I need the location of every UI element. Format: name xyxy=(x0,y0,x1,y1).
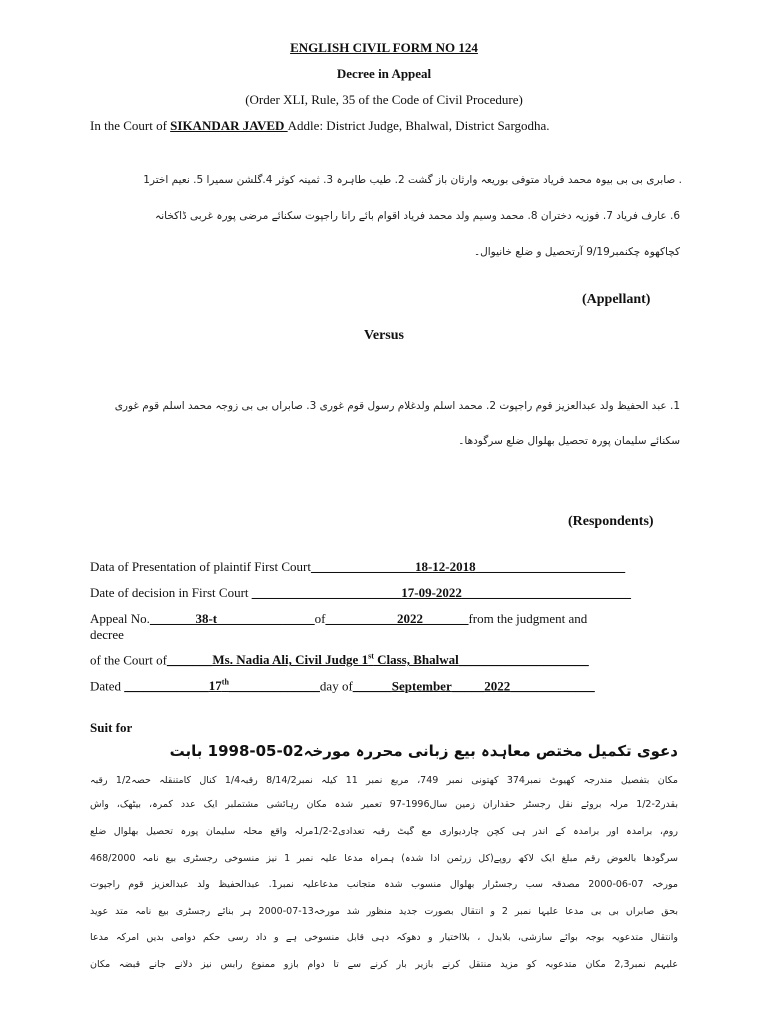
form-title: ENGLISH CIVIL FORM NO 124 xyxy=(290,40,478,55)
appeal-of-label: of xyxy=(314,611,326,626)
respondent-line-1: 1. عبد الحفیظ ولد عبدالعزیز قوم راجپوت 2. محمد اسلم ولدغلام رسول قوم غوری 3. صابراں بی بی زوجہ محمد اسلم قوم غوری xyxy=(114,400,680,412)
respondent-line-2: سکنائے سلیمان پورہ تحصیل بھلوال ضلع سرگودھا۔ xyxy=(458,435,680,447)
appeal-year-value: 2022 xyxy=(396,611,423,626)
appellant-label: (Appellant) xyxy=(582,292,651,307)
dated-day-value: 17th xyxy=(208,678,229,694)
suit-heading: دعوی تکمیل مختص معاہدہ بیع زبانی محررہ مورخہ02-05-1998 بابت xyxy=(169,742,678,760)
dated-month-value: September xyxy=(391,678,452,694)
suit-body-line-1: مکان بتفصیل مندرجہ کھیوٹ نمبر374 کھتونی نمبر 749، مربع نمبر 11 کیلہ نمبر8/14/2 رقبہ1/4 کنال کامتنقلہ حصہ1/2 رقبہ xyxy=(90,775,678,786)
court-prefix: In the Court of xyxy=(90,118,171,133)
decision-date-value: 17-09-2022 xyxy=(401,585,462,600)
appellant-line-2: 6. عارف فریاد 7. فوزیہ دختران 8. محمد وسیم ولد محمد فریاد اقوام بائے رانا راجپوت سکنائے مرضی پورہ غربی ڈاکخانہ xyxy=(155,210,680,222)
suit-body-line-5: مورخہ 07-06-2000 مصدقہ سب رجسٹرار بھلوال منسوب شدہ متجانب مدعاعلیہ نمبر1. عبدالحفیظ ولد عبدالعزیز قوم راجپوت xyxy=(90,879,678,890)
suit-body-line-4: سرگودھا بالعوض رقم مبلغ ایک لاکھ روپے(کل زرثمن ادا شدہ) ہمراہ مدعا علیہ نمبر 1 نیز منسوخی رجسٹری بیع نامہ 468/2000 xyxy=(90,853,678,864)
appellant-line-3: کچاکھوہ چکنمبر9/19 آرتحصیل و ضلع خانیوال۔ xyxy=(473,246,680,258)
presentation-date-label: Data of Presentation of plaintif First Court xyxy=(90,559,311,574)
suit-body-line-2: بقدر2-1/2 مرلہ بروئے نقل رجسٹر حقداران زمین سال1996-97 تعمیر شدہ مکان رہائشی مشتملبر ایک عدد کمرہ، بیٹھک، واش xyxy=(90,799,678,810)
appellant-line-1: . صابری بی بی بیوہ محمد فریاد متوفی بوریعہ وارثان باز گشت 2. طیب طاہرہ 3. ثمینہ کوثر 4.گلشن سمیرا 5. نعیم اختر1 xyxy=(143,174,682,186)
appeal-number-value: 38-t xyxy=(195,611,218,626)
decree-text: decree xyxy=(90,627,124,642)
presentation-date-row: Data of Presentation of plaintif First Court________________18-12-2018_______________________ xyxy=(90,559,626,574)
judgment-text: from the judgment and xyxy=(468,611,588,626)
suit-body-line-8: علیہم نمبر2,3 مکان متدعوبہ کو مزید منتقل کرنے بازیر بار کرنے سے تا دوام بازو ممنوع رابس نیز دلانے جانے قبضہ مکان xyxy=(90,959,678,970)
suit-body-line-3: روم، برآمدہ اور برآمدہ کے اندر ہی کچن چاردیواری مع گیٹ رقبہ تعدادی2-1/2مرلہ واقع محلہ سلیمان پورہ تحصیل بھلوال ضلع xyxy=(90,826,678,837)
decision-date-row: Date of decision in First Court _______________________17-09-2022__________________________ xyxy=(90,585,631,600)
appeal-number-row: Appeal No._______38-t_______________of___________2022_______from the judgment and xyxy=(90,611,588,626)
decision-date-label: Date of decision in First Court xyxy=(90,585,249,600)
suit-label: Suit for xyxy=(90,720,133,735)
court-suffix: Addle: District Judge, Bhalwal, District Sargodha. xyxy=(287,118,550,133)
dated-year-value: 2022 xyxy=(484,678,511,694)
suit-body-line-7: وانتقال متدعویہ بوجہ بوائے سازشی، بلابدل ، بلااختیار و دھوکہ دہی قابل منسوخی ہے و داد رسی حکم دوامی بدیں امرکہ مدعا xyxy=(90,932,678,943)
form-subtitle: Decree in Appeal xyxy=(336,66,432,81)
judge-name: SIKANDAR JAVED xyxy=(170,118,288,133)
order-reference: (Order XLI, Rule, 35 of the Code of Civil Procedure) xyxy=(245,92,523,107)
versus-heading: Versus xyxy=(364,328,404,343)
dated-row: Dated _____________17th______________day of______September_____2022_____________ xyxy=(90,678,595,694)
court-of-row: of the Court of_______Ms. Nadia Ali, Civil Judge 1st Class, Bhalwal____________________ xyxy=(90,652,589,668)
court-of-label: of the Court of xyxy=(90,652,167,668)
respondent-label: (Respondents) xyxy=(568,514,654,529)
day-of-label: day of xyxy=(319,678,353,694)
court-of-value: Ms. Nadia Ali, Civil Judge 1st Class, Bhalwal xyxy=(212,652,459,668)
presentation-date-value: 18-12-2018 xyxy=(414,559,476,574)
suit-body-line-6: بحق صابراں بی بی مدعا علیہا نمبر 2 و انتقال بصورت جدید منظور شد مورخہ13-07-2000 ہر بنائے رجسٹری بیع نامہ متد عوید xyxy=(90,906,678,917)
court-line xyxy=(90,118,550,134)
appeal-number-label: Appeal No. xyxy=(90,611,150,626)
dated-label: Dated xyxy=(90,678,122,694)
